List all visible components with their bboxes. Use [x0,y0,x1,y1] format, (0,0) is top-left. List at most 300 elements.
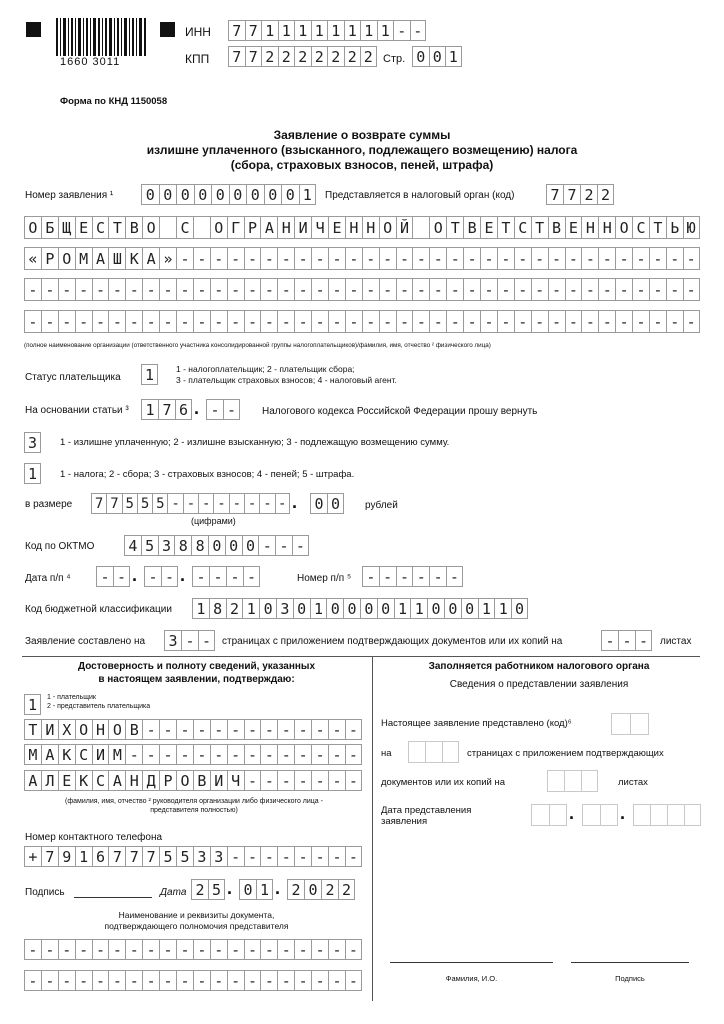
char-cell: - [328,278,345,301]
char-cell: - [24,939,41,960]
char-cell: - [92,310,109,333]
char-cell: - [244,719,261,740]
char-cell: 1 [24,694,41,715]
title-line-2: излишне уплаченного (взысканного, подлежащего возмещению) налога [146,143,578,157]
char-cell: 1 [494,598,511,619]
char-cell: Л [41,770,58,791]
char-cell: 7 [106,493,121,514]
char-cell: - [463,247,480,270]
char-cell: - [497,247,514,270]
char-cell: - [58,278,75,301]
char-cell: - [615,310,632,333]
char-cell: О [75,719,92,740]
char-cell: 2 [226,598,243,619]
char-cell: 3 [158,535,175,556]
presented-pages-field[interactable] [408,741,459,763]
char-cell: 5 [208,879,225,900]
org-name-row-1[interactable] [24,216,700,239]
char-cell: - [275,493,290,514]
presented-code-field[interactable] [611,713,649,735]
char-cell: 1 [278,20,295,41]
char-cell: - [531,278,548,301]
char-cell: - [294,770,311,791]
char-cell: - [635,630,652,651]
char-cell: 1 [24,463,41,484]
char-cell: - [277,247,294,270]
char-cell: - [176,970,193,991]
char-cell: 2 [311,46,328,67]
char-cell: 0 [360,598,377,619]
char-cell: 5 [176,846,193,867]
org-name-row-4[interactable] [24,310,700,333]
payer-status-field[interactable] [141,364,158,385]
char-cell: - [176,744,193,765]
char-cell: - [213,493,228,514]
char-cell: - [311,719,328,740]
inn-field[interactable] [228,20,426,41]
presented-date-year-field[interactable] [633,804,701,826]
authority-document-row-1[interactable] [24,939,362,960]
char-cell: - [161,566,178,587]
refund-type-field[interactable] [24,432,41,453]
char-cell: - [446,566,463,587]
char-cell: - [167,493,182,514]
presented-sheets-field[interactable] [547,770,598,792]
presented-date-separator-1: . [569,803,575,823]
char-cell: А [260,216,277,239]
char-cell [650,804,667,826]
char-cell: Е [58,770,75,791]
payer-status-note-2: 3 - плательщик страховых взносов; 4 - налоговый агент. [176,375,397,385]
char-cell [193,216,210,239]
officer-name-line[interactable] [390,962,553,963]
char-cell: 0 [310,493,327,514]
char-cell [425,741,442,763]
char-cell: - [260,310,277,333]
char-cell: - [92,939,109,960]
char-cell: 0 [343,598,360,619]
char-cell: - [144,566,161,587]
char-cell: 1 [261,20,278,41]
char-cell: - [193,970,210,991]
char-cell: - [58,970,75,991]
char-cell: 7 [245,20,262,41]
form-title [0,128,724,173]
char-cell: 2 [580,184,597,205]
char-cell: - [393,20,410,41]
char-cell: Й [396,216,413,239]
on-label: на [381,748,392,759]
date-pp-month-field[interactable] [144,566,178,587]
amount-kopecks-field[interactable] [310,493,344,514]
char-cell: Щ [58,216,75,239]
page-label: Стр. [383,53,406,65]
char-cell: - [379,310,396,333]
char-cell: - [92,278,109,301]
char-cell: 0 [327,493,344,514]
char-cell: 0 [159,184,177,205]
barcode-number: 1660 3011 [60,56,121,68]
char-cell: Н [92,719,109,740]
char-cell: - [328,846,345,867]
sign-date-day-field[interactable] [191,879,225,900]
char-cell: О [176,770,193,791]
kpp-label: КПП [185,52,210,66]
signer-patronymic-row[interactable] [24,770,362,791]
char-cell: - [514,278,531,301]
pages-field[interactable] [164,630,215,651]
officer-signature-line[interactable] [571,962,689,963]
char-cell: 0 [511,598,528,619]
char-cell: 1 [394,598,411,619]
char-cell: - [598,247,615,270]
char-cell: - [379,278,396,301]
char-cell: М [75,247,92,270]
char-cell: - [446,310,463,333]
char-cell: Н [598,216,615,239]
refund-type-note: 1 - излишне уплаченную; 2 - излишне взысканную; 3 - подлежащую возмещению сумму. [60,437,450,448]
char-cell: - [548,310,565,333]
char-cell: - [531,247,548,270]
char-cell: С [176,216,193,239]
char-cell: - [565,247,582,270]
char-cell: Г [227,216,244,239]
char-cell: О [615,216,632,239]
application-number-field[interactable] [141,184,316,205]
char-cell: - [277,770,294,791]
char-cell: 1 [311,20,328,41]
char-cell: - [396,247,413,270]
phone-field[interactable] [24,846,362,867]
sign-label: Подпись [25,887,65,898]
char-cell: - [345,719,362,740]
title-line-3: (сбора, страховых взносов, пеней, штрафа) [230,158,494,172]
char-cell: - [328,310,345,333]
char-cell: - [292,535,309,556]
left-section-title-2: в настоящем заявлении, подтверждаю: [98,674,295,685]
number-pp-field[interactable] [362,566,463,587]
char-cell [667,804,684,826]
char-cell: - [601,630,618,651]
date-presented-label-2: заявления [381,816,428,827]
char-cell: Х [58,719,75,740]
char-cell: - [446,278,463,301]
char-cell: - [75,970,92,991]
char-cell: - [227,939,244,960]
char-cell: 1 [327,20,344,41]
char-cell: 7 [546,184,563,205]
date-label: Дата [160,887,187,898]
char-cell: - [210,970,227,991]
char-cell: 7 [142,846,159,867]
char-cell [581,770,598,792]
signer-note-1: 1 - плательщик [47,694,96,701]
char-cell: 7 [228,46,245,67]
char-cell: Н [345,216,362,239]
tax-authority-code-field[interactable] [546,184,614,205]
column-divider [372,656,373,1001]
presented-date-day-field[interactable] [531,804,567,826]
char-cell [684,804,701,826]
char-cell: 5 [159,846,176,867]
char-cell: - [328,744,345,765]
char-cell: 2 [597,184,614,205]
char-cell: Ш [108,247,125,270]
char-cell: « [24,247,41,270]
char-cell: О [142,216,159,239]
char-cell: - [58,310,75,333]
char-cell: 8 [191,535,208,556]
char-cell: - [618,630,635,651]
char-cell: - [75,310,92,333]
char-cell: Ю [683,216,700,239]
char-cell: Н [277,216,294,239]
char-cell: С [632,216,649,239]
pages-mid-text: страницах с приложением подтверждающих документов или их копий на [222,636,563,647]
presented-date-month-field[interactable] [582,804,618,826]
char-cell: - [142,970,159,991]
registration-marker-left [26,22,41,37]
char-cell: - [258,535,275,556]
char-cell: - [24,970,41,991]
char-cell: Ь [666,216,683,239]
char-cell: - [75,278,92,301]
signer-surname-row[interactable] [24,719,362,740]
char-cell: - [598,310,615,333]
char-cell: 1 [478,598,495,619]
signer-field[interactable] [24,694,41,715]
char-cell: 3 [210,846,227,867]
char-cell: - [244,846,261,867]
char-cell: 0 [326,598,343,619]
char-cell: - [210,719,227,740]
char-cell: - [206,399,223,420]
char-cell: - [277,970,294,991]
char-cell: - [311,310,328,333]
char-cell [531,804,549,826]
char-cell: М [108,744,125,765]
char-cell: 6 [175,399,192,420]
char-cell: - [244,278,261,301]
docs-label: документов или их копий на [381,777,505,788]
char-cell: - [649,310,666,333]
article-field[interactable] [141,399,192,420]
char-cell: Т [497,216,514,239]
char-cell: - [311,278,328,301]
char-cell: - [429,278,446,301]
char-cell: И [210,770,227,791]
char-cell: 7 [91,493,106,514]
payment-type-field[interactable] [24,463,41,484]
signer-fio-note-1: (фамилия, имя, отчество ² руководителя организации либо физического лица - [65,798,323,805]
char-cell: 3 [193,846,210,867]
char-cell: - [159,939,176,960]
char-cell: - [227,970,244,991]
char-cell: - [379,247,396,270]
char-cell: - [210,744,227,765]
amount-currency: рублей [365,500,398,511]
char-cell: - [277,310,294,333]
char-cell: - [24,310,41,333]
char-cell: - [345,770,362,791]
char-cell: - [181,630,198,651]
attachment-sheets-field[interactable] [601,630,652,651]
char-cell: 1 [299,184,317,205]
char-cell: 0 [225,535,242,556]
payment-type-note: 1 - налога; 2 - сбора; 3 - страховых взносов; 4 - пеней; 5 - штрафа. [60,469,355,480]
char-cell: - [275,535,292,556]
char-cell: - [210,310,227,333]
char-cell: 1 [294,20,311,41]
signer-name-row[interactable] [24,744,362,765]
char-cell: В [193,770,210,791]
char-cell: - [277,278,294,301]
sign-date-year-field[interactable] [287,879,355,900]
date-pp-year-field[interactable] [192,566,260,587]
char-cell: - [159,310,176,333]
char-cell: - [362,566,379,587]
char-cell: - [244,970,261,991]
char-cell: - [125,970,142,991]
char-cell: 9 [58,846,75,867]
pages-tail: страницах с приложением подтверждающих [467,748,664,759]
char-cell: - [227,310,244,333]
presented-label: Настоящее заявление представлено (код)⁶ [381,718,572,729]
page-number-field[interactable] [412,46,462,67]
char-cell: - [615,247,632,270]
char-cell: О [210,216,227,239]
char-cell: - [75,939,92,960]
kpp-field[interactable] [228,46,377,67]
char-cell: - [125,278,142,301]
char-cell: - [396,278,413,301]
char-cell: - [176,247,193,270]
signature-line[interactable] [74,897,152,898]
char-cell: - [345,970,362,991]
char-cell: 7 [245,46,262,67]
org-name-row-2[interactable] [24,247,700,270]
char-cell: Е [75,216,92,239]
char-cell: - [260,247,277,270]
char-cell: Е [565,216,582,239]
char-cell: - [345,846,362,867]
char-cell: - [159,744,176,765]
char-cell: Т [108,216,125,239]
char-cell: - [548,247,565,270]
char-cell: 3 [24,432,41,453]
date-pp-day-field[interactable] [96,566,130,587]
kbk-label: Код бюджетной классификации [25,604,172,615]
sign-date-separator-1: . [227,878,233,898]
char-cell: - [649,247,666,270]
char-cell: 7 [108,846,125,867]
char-cell: - [463,310,480,333]
char-cell: 0 [239,879,256,900]
kbk-field[interactable] [192,598,528,619]
char-cell: - [294,719,311,740]
char-cell: 7 [41,846,58,867]
officer-signature-label: Подпись [615,974,645,983]
char-cell: 0 [208,535,225,556]
char-cell: - [396,566,413,587]
char-cell: - [328,247,345,270]
char-cell: 0 [304,879,321,900]
char-cell: - [311,770,328,791]
authority-document-row-2[interactable] [24,970,362,991]
article-separator: . [194,398,200,418]
date-presented-label-1: Дата представления [381,805,472,816]
char-cell: - [277,846,294,867]
char-cell: 0 [444,598,461,619]
doc-title-1: Наименование и реквизиты документа, [118,910,275,920]
char-cell: 1 [344,20,361,41]
article-part-field[interactable] [206,399,240,420]
char-cell: - [226,566,243,587]
char-cell: - [412,566,429,587]
org-name-row-3[interactable] [24,278,700,301]
char-cell: 8 [209,598,226,619]
char-cell: - [227,744,244,765]
char-cell: - [260,939,277,960]
registration-marker-right [160,22,175,37]
char-cell: О [379,216,396,239]
char-cell: 2 [287,879,304,900]
char-cell: О [429,216,446,239]
char-cell: А [108,770,125,791]
char-cell: - [210,247,227,270]
char-cell [611,713,630,735]
char-cell: - [193,744,210,765]
amount-rubles-field[interactable] [91,493,290,514]
char-cell: 0 [211,184,229,205]
char-cell: 1 [377,20,394,41]
char-cell: - [581,247,598,270]
char-cell: - [412,310,429,333]
char-cell: - [294,970,311,991]
char-cell: М [24,744,41,765]
char-cell: - [159,970,176,991]
char-cell: - [108,278,125,301]
char-cell: 0 [246,184,264,205]
char-cell [547,770,564,792]
char-cell: - [328,770,345,791]
char-cell: 1 [242,598,259,619]
char-cell: - [159,719,176,740]
char-cell: - [142,939,159,960]
char-cell: 0 [141,184,159,205]
char-cell [412,216,429,239]
oktmo-field[interactable] [124,535,309,556]
char-cell: - [362,278,379,301]
char-cell: - [113,566,130,587]
char-cell: - [244,939,261,960]
char-cell: - [183,493,198,514]
char-cell: - [41,970,58,991]
char-cell: + [24,846,41,867]
char-cell: Б [41,216,58,239]
char-cell: Т [446,216,463,239]
sign-date-month-field[interactable] [239,879,273,900]
char-cell: Ч [227,770,244,791]
char-cell: - [108,939,125,960]
char-cell: - [294,310,311,333]
section-divider [22,656,700,657]
char-cell: - [565,310,582,333]
char-cell: Н [581,216,598,239]
char-cell: К [75,770,92,791]
char-cell: - [96,566,113,587]
char-cell: С [75,744,92,765]
